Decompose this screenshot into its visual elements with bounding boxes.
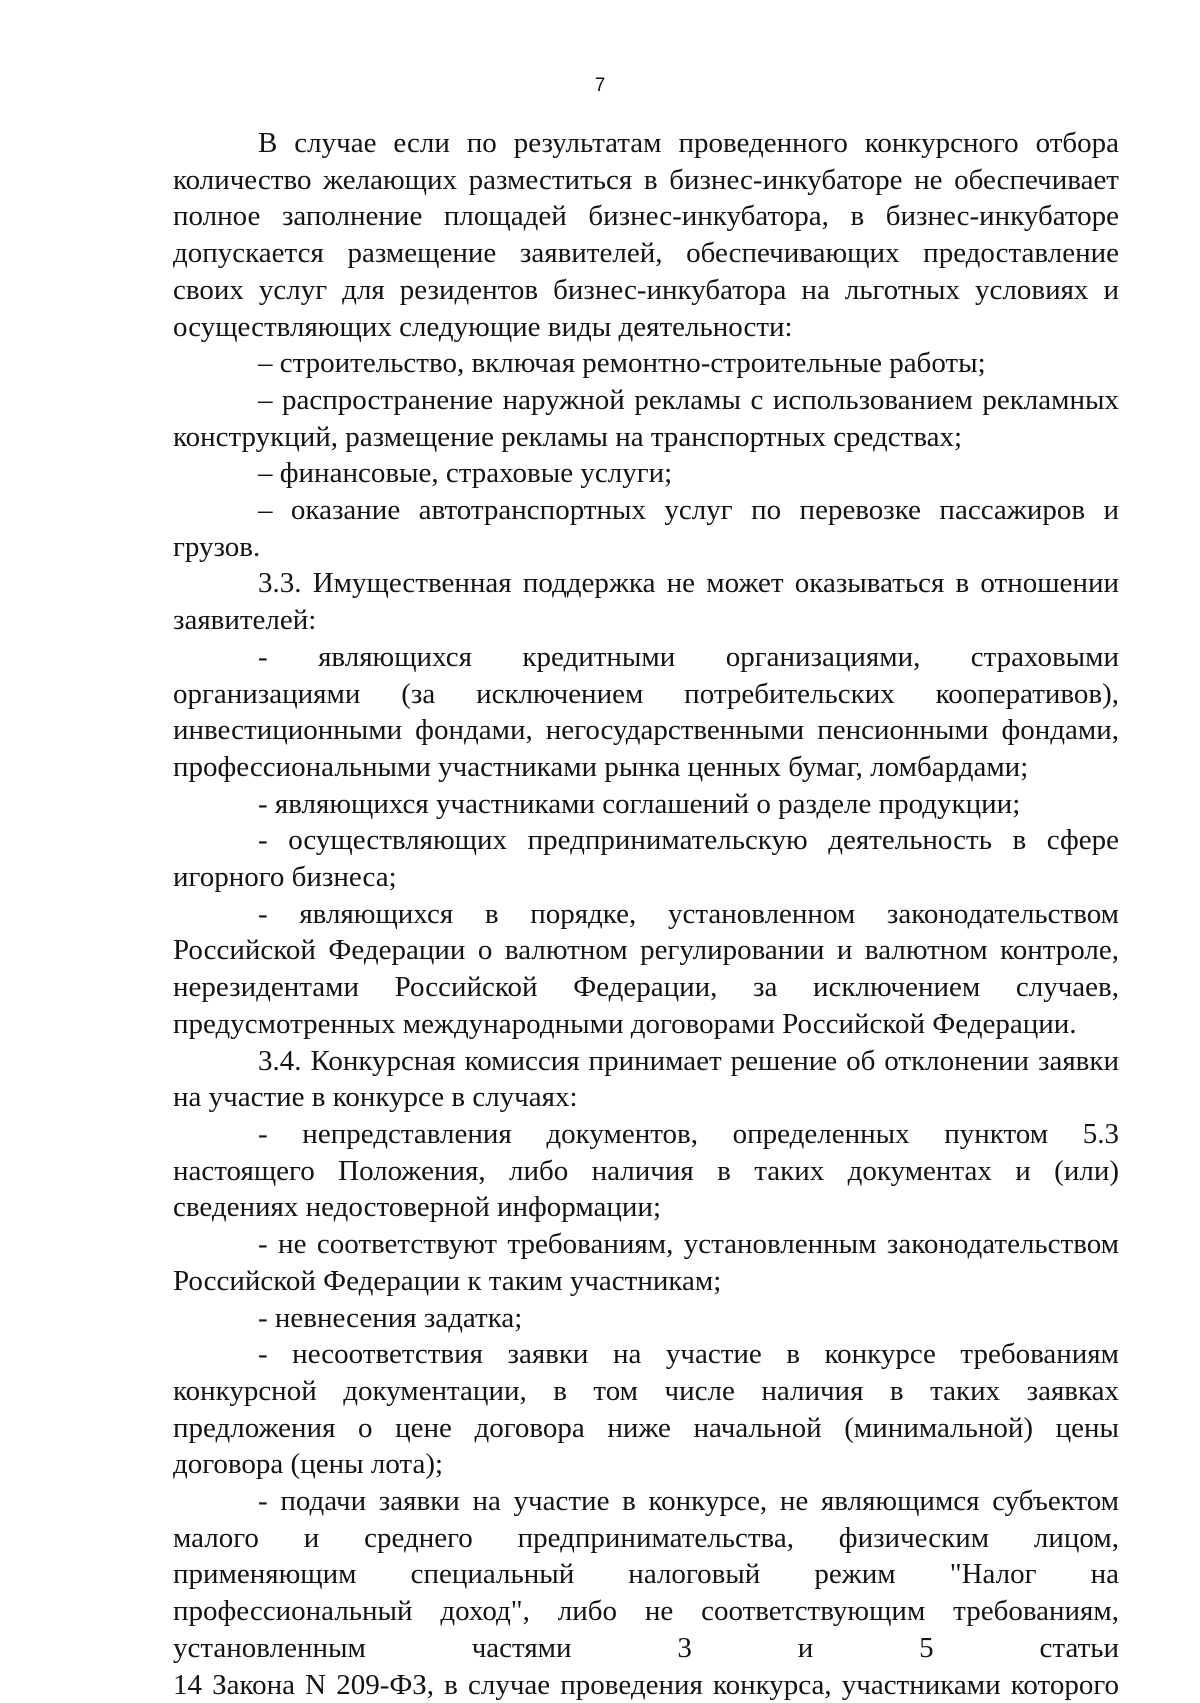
paragraph-business-incubator-placement: В случае если по результатам проведенного конкурсного отбора количество желающих разместиться в бизнес-инкубаторе не обеспечивает полное заполнение площадей бизнес-инкубатора, в бизнес-инкубаторе допускается размещение заявителей, обеспечивающих предоставление своих услуг для резидентов бизнес-инкубатора на льготных условиях и осуществляющих следующие виды деятельности:: [173, 127, 1119, 343]
list-item-construction: – строительство, включая ремонтно-строительные работы;: [258, 347, 986, 380]
paragraph-continuation: 14 Закона N 209-ФЗ, в случае проведения конкурса, участниками которого: [173, 1668, 1119, 1701]
list-item-application-mismatch: - несоответствия заявки на участие в конкурсе требованиям конкурсной документации, в том числе наличия в таких заявках предложения о цене договора ниже начальной (минимальной) цены договора (цены лота);: [173, 1338, 1119, 1481]
section-3-4-heading: 3.4. Конкурсная комиссия принимает решение об отклонении заявки на участие в конкурсе в случаях:: [173, 1044, 1119, 1114]
page-number: 7: [594, 75, 606, 96]
list-item-missing-documents: - непредставления документов, определенных пунктом 5.3 настоящего Положения, либо наличия в таких документах и (или) сведениях недостоверной информации;: [173, 1117, 1119, 1224]
list-item-non-residents: - являющихся в порядке, установленном законодательством Российской Федерации о валютном регулировании и валютном контроле, нерезидентами Российской Федерации, за исключением случаев, предусмотренных международными договорами Российской Федерации.: [173, 897, 1119, 1040]
list-item-transport-services: – оказание автотранспортных услуг по перевозке пассажиров и грузов.: [173, 494, 1119, 563]
list-item-not-sme-subject: - подачи заявки на участие в конкурсе, не являющимся субъектом малого и среднего предпринимательства, физическим лицом, применяющим специальный налоговый режим "Налог на профессиональный доход", либо не соответствующим требованиям, установленным частями 3 и 5 статьи: [173, 1485, 1119, 1664]
list-item-production-sharing: - являющихся участниками соглашений о разделе продукции;: [258, 787, 1021, 820]
section-3-3-heading: 3.3. Имущественная поддержка не может оказываться в отношении заявителей:: [173, 567, 1119, 637]
list-item-gambling: - осуществляющих предпринимательскую деятельность в сфере игорного бизнеса;: [173, 824, 1119, 894]
list-item-financial-services: – финансовые, страховые услуги;: [258, 457, 673, 490]
document-body: [173, 125, 1119, 1703]
list-item-no-deposit: - невнесения задатка;: [258, 1301, 523, 1334]
list-item-requirements-mismatch: - не соответствуют требованиям, установленным законодательством Российской Федерации к таким участникам;: [173, 1228, 1119, 1297]
list-item-outdoor-advertising: – распространение наружной рекламы с использованием рекламных конструкций, размещение рекламы на транспортных средствах;: [173, 383, 1119, 453]
list-item-credit-organizations: - являющихся кредитными организациями, страховыми организациями (за исключением потребительских кооперативов), инвестиционными фондами, негосударственными пенсионными фондами, профессиональными участниками рынка ценных бумаг, ломбардами;: [173, 640, 1119, 783]
